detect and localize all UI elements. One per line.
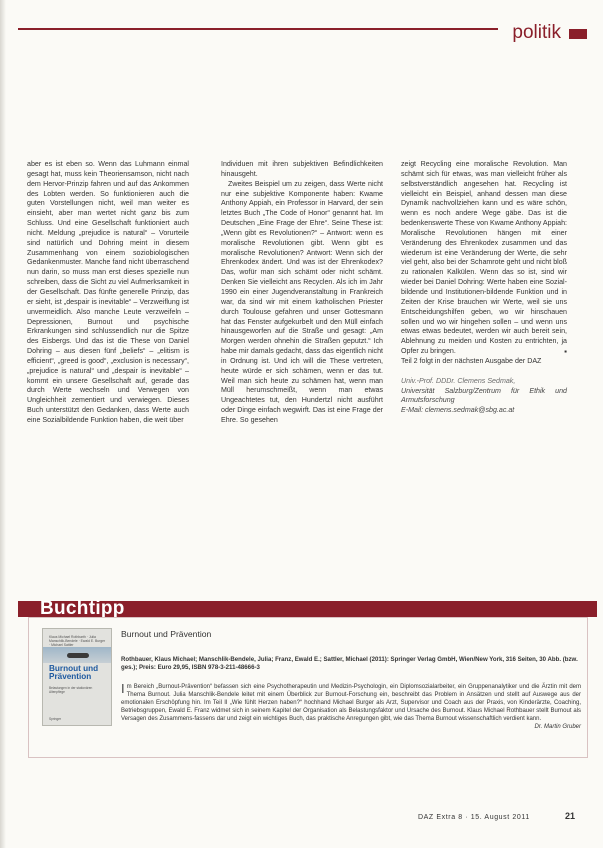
article-paragraph (401, 160, 567, 357)
article-column-1 (27, 160, 189, 426)
author-name: Univ.-Prof. DDDr. Clemens Sedmak, (401, 376, 516, 385)
review-dropcap: I (121, 681, 125, 696)
cover-subtitle: Belastungen in der stationären Altenpflege (49, 686, 93, 694)
header-rule (18, 28, 498, 30)
article-end-mark: ▪ (564, 347, 567, 357)
cover-title: Burnout und Prävention (49, 664, 99, 682)
section-color-block (569, 29, 587, 39)
article-paragraph: Individuen mit ihren subjektiven Befindlichkeiten hinausgeht. (221, 160, 383, 178)
page-gutter-shadow (0, 0, 6, 848)
cover-stones-icon (67, 653, 89, 658)
review-signature: Dr. Martin Gruber (534, 724, 581, 731)
section-label: politik (512, 22, 561, 43)
author-email[interactable]: E-Mail: clemens.sedmak@sbg.ac.at (401, 406, 515, 415)
page-number: 21 (564, 811, 575, 821)
article-paragraph: aber es ist eben so. Wenn das Luhmann einmal gesagt hat, muss kein Theoriensamson, nicht nach dem Hervor-Prinzip fahren und auf das Ankommen des Lobten werden. So funktionieren auch die guten Vorstellungen nicht, weil man weiter es einsieht, aber man wertet nicht ganz bis zum Schluss. Und eine Gesellschaft funktioniert auch nicht. Meldung „prejudice is natural“ – Vorurteile sind natürlich und Dohring meint in diesem Zusammenhang von einem soziobiologischen Gedankenmuster. Manche fand nicht überraschend nun darin, so muss man erst dieses spezielle nun schreiben, dass die Sicht zu viel Aufmerksamkeit in der Gesellschaft. Das fünfte generelle Prinzip, das er sieht, ist „despair is inevitable“ – Verzweiflung ist unvermeidlich. Also manche Leute verzweifeln – Depressionen, Burnout und psychische Erkrankungen sind schlussendlich nur die Spitze des Eisbergs. Und das ist die These von Daniel Dohring – aus diesen fünf „beliefs“ – „elitism is efficient“, „greed is good“, „exclusion is necessary“, „prejudice is natural“ und „despair is inevitable“ – kommt ein unsere Gesellschaft auf, gerade das durch Werte wechseln und Verwegen von Ungleichheit zementiert und verwiegen. Dieses Buch unterstützt den Gedanken, dass Werte auch eine Sozialbildende Funktion haben, die weit über (27, 160, 189, 424)
article-column-3 (401, 160, 567, 416)
continue-note: Teil 2 folgt in der nächsten Ausgabe der DAZ (401, 356, 542, 365)
review-text: m Bereich „Burnout-Prävention“ befassen sich eine Psychotherapeutin und Medizin-Psychologin, ein Diplomsozialarbeiter, ein Gruppenanalytiker und die Ärztin mit dem Thema Burnout. Julia Manschlik-Bendele leitet mit einem Überblick zur Burnout-Forschung ein, beschreibt das Problem in Ansätzen und stellt auf Auswege aus der emotionalen Erschöpfung hin. Im Teil II „Wie fühlt Herzen haben?“ hochhand Michael Burger als Arzt, Supervisor und Coach aus der Praxis, von Kinderärzte, Coaching, Betriebsgruppen, Ewald E. Franz widmet sich in seinem Kapitel der Organisation als Belastungsfaktor und Ursache des Burnout. Klaus Michael Rothbauer stellt Burnout als Versagen des Zusammens-fassens dar und zeigt ein wichtiges Buch, das praktische Anregungen gibt, wie das Thema Burnout wissenschaftlich verdient kann. (121, 684, 581, 723)
article-paragraph-text: zeigt Recycling eine moralische Revolution. Man schämt sich für etwas, was man vielleicht früher als selbstverständlich angesehen hat. Recycling ist vielleicht ein Beispiel, anhand dessen man diese Dynamik nachvollziehen kann und es wäre schön, wenn es noch andere Wege gäbe. Das ist die bedenkenswerte These von Kwame Anthony Appiah: Moralische Revolutionen hängen mit einer Veränderung des Ehrenkodex zusammen und das wiederum ist eine Veränderung der Werte, die sehr viel geht, also bei der Schamrote geht und nicht bloß zu rationalen Kalkülen. Wenn das so ist, sind wir wieder bei Daniel Dohring: Werte haben eine Sozial-bildende und Institutionen-bildende Funktion und in Zeiten der Krise brauchen wir Werte, weil sie uns Entscheidungshilfen geben, wo wir hinschauen sollen und wo wir hingehen sollen – und wenn uns etwas etwas bedeutet, werden wir auch bereit sein, Ablehnung zu meiden und Kosten zu entrichten, ja Opfer zu bringen. (401, 160, 567, 356)
book-cover-image (42, 628, 112, 726)
author-block (401, 377, 567, 416)
article-column-2 (221, 160, 383, 426)
cover-authors: Klaus Michael Rothbarth · Julia Manschlik-Bendele · Ewald E. Burger · Michael Sattler (49, 635, 106, 648)
footer-issue: DAZ Extra 8 · 15. August 2011 (418, 814, 530, 821)
author-affiliation: Universität Salzburg/Zentrum für Ethik und Armutsforschung (401, 386, 567, 405)
book-title: Burnout und Prävention (121, 629, 212, 639)
article-paragraph: Zweites Beispiel um zu zeigen, dass Werte nicht nur eine subjektive Komponente haben: Kwame Anthony Appiah, ein Professor in Harvard, der sein letztes Buch „The Code of Honor“ genannt hat. Im Deutschen „Eine Frage der Ehre“. Seine These ist: „Wenn gibt es Revolutionen?“ – Antwort: wenn es moralische Revolutionen gibt. Wenn gibt es moralische Revolutionen? Antwort: Wenn sich der Ehrenkodex ändert. Und was ist der Ehrenkodex? Das, wofür man sich schämt oder nicht schämt. Denken Sie vielleicht ans Recyclen. Als ich im Jahr 1990 ein einer Jugendveranstaltung in Frankreich war, da sind wir mit einem katholischen Priester durch Toulouse gefahren und unser Gottesmann hat das Fenster aufgekurbelt und den Müll einfach hinausgeworfen auf die Straße und gesagt: „Am Morgen werden ohnehin die Straßen geputzt.“ Ich habe mir damals gedacht, dass das eigentlich nicht in Ordnung ist. Und ich will die These vertreten, heute würde er sich schämen, wenn er das tut. Weil man sich heute zu schämen hat, wenn man Müll herumschmeißt, wenn man etwas Ungeachtetes tut, den Hundertzl nicht ausführt oder Dinge einfach wegwirft. Das ist eine Frage der Ehre. So gesehen (221, 179, 383, 424)
cover-publisher-logo: Springer (49, 717, 62, 721)
book-bibliographic-info: Rothbauer, Klaus Michael; Manschlik-Bendele, Julia; Franz, Ewald E.; Sattler, Michael (2011): Springer Verlag GmbH, Wien/New York, 316 Seiten, 30 Abb. (bzw. ges.); Preis: Euro 29,95, ISBN 978-3-211-48666-3 (121, 656, 578, 672)
buchtipp-heading: Buchtipp (40, 598, 125, 619)
book-review (121, 683, 581, 731)
